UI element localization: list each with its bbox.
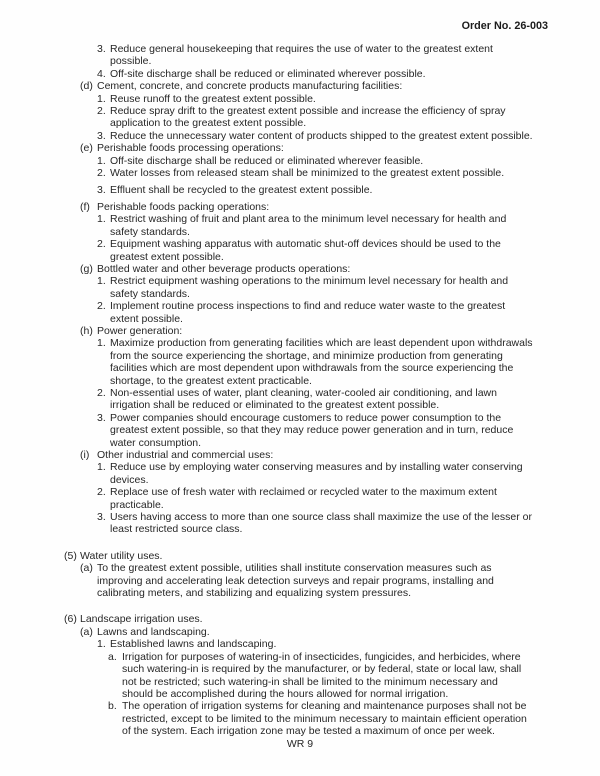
text-line: possible. bbox=[110, 55, 152, 68]
text-line: Lawns and landscaping. bbox=[97, 625, 210, 638]
text-line: improving and accelerating leak detection surveys and repair programs, installing and bbox=[97, 574, 494, 587]
text-line: Reduce use by employing water conserving measures and by installing water conserving bbox=[110, 461, 523, 474]
list-item bbox=[0, 337, 600, 387]
text-line: Reduce spray drift to the greatest extent possible and increase the efficiency of spray bbox=[110, 105, 506, 118]
list-item bbox=[0, 213, 600, 238]
text-line: To the greatest extent possible, utilities shall institute conservation measures such as bbox=[97, 562, 492, 575]
text-line: Reuse runoff to the greatest extent possible. bbox=[110, 92, 316, 105]
list-item bbox=[0, 461, 600, 486]
text-line: Off-site discharge shall be reduced or eliminated wherever possible. bbox=[110, 67, 426, 80]
list-item bbox=[0, 387, 600, 412]
text-line: Perishable foods packing operations: bbox=[97, 200, 270, 213]
list-item bbox=[0, 651, 600, 701]
list-item bbox=[0, 613, 600, 625]
list-marker: (i) bbox=[80, 449, 90, 461]
list-item bbox=[0, 142, 600, 154]
list-marker: (6) bbox=[64, 613, 77, 626]
list-marker: 3. bbox=[97, 511, 106, 524]
text-line: Users having access to more than one source class shall maximize the use of the lesser or bbox=[110, 511, 532, 524]
text-line: Irrigation for purposes of watering-in of insecticides, fungicides, and herbicides, where bbox=[122, 650, 521, 663]
list-item bbox=[0, 201, 600, 213]
text-line: Reduce the unnecessary water content of products shipped to the greatest extent possible. bbox=[110, 129, 533, 142]
list-marker: 2. bbox=[97, 386, 106, 399]
text-line: shortage, to the greatest extent practicable. bbox=[110, 374, 312, 387]
text-line: Landscape irrigation uses. bbox=[80, 613, 203, 626]
text-line: not be restricted; such watering-in shall be limited to the minimum necessary and bbox=[122, 675, 498, 688]
text-line: restricted, except to be limited to the minimum necessary to maintain efficient operation bbox=[122, 712, 527, 725]
list-item bbox=[0, 263, 600, 275]
text-line: safety standards. bbox=[110, 287, 190, 300]
text-line: devices. bbox=[110, 473, 149, 486]
order-number-header: Order No. 26-003 bbox=[461, 20, 548, 32]
text-line: Off-site discharge shall be reduced or eliminated wherever feasible. bbox=[110, 154, 424, 167]
text-line: Bottled water and other beverage products operations: bbox=[97, 262, 351, 275]
text-line: irrigation shall be reduced or eliminated to the greatest extent possible. bbox=[110, 399, 440, 412]
list-marker: (e) bbox=[80, 142, 93, 155]
list-marker: 3. bbox=[97, 129, 106, 142]
list-marker: 2. bbox=[97, 300, 106, 313]
list-marker: b. bbox=[108, 700, 117, 713]
text-line: Maximize production from generating facilities which are least dependent upon withdrawals bbox=[110, 337, 533, 350]
list-item bbox=[0, 486, 600, 511]
text-line: Restrict equipment washing operations to the minimum level necessary for health and bbox=[110, 275, 509, 288]
list-item bbox=[0, 700, 600, 737]
text-line: practicable. bbox=[110, 498, 164, 511]
list-marker: 1. bbox=[97, 213, 106, 226]
list-marker: 1. bbox=[97, 92, 106, 105]
list-marker: 1. bbox=[97, 275, 106, 288]
text-line: Reduce general housekeeping that requires the use of water to the greatest extent bbox=[110, 43, 493, 55]
text-line: Non-essential uses of water, plant cleaning, water-cooled air conditioning, and lawn bbox=[110, 386, 497, 399]
text-line: The operation of irrigation systems for cleaning and maintenance purposes shall not be bbox=[122, 700, 527, 713]
list-marker: 2. bbox=[97, 167, 106, 180]
list-marker: 1. bbox=[97, 638, 106, 651]
text-line: Cement, concrete, and concrete products manufacturing facilities: bbox=[97, 80, 403, 93]
list-marker: 1. bbox=[97, 337, 106, 350]
list-item bbox=[0, 93, 600, 105]
text-line: of the system. Each irrigation zone may be tested a maximum of once per week. bbox=[122, 725, 495, 738]
text-line: should be accomplished during the hours allowed for normal irrigation. bbox=[122, 687, 449, 700]
list-item bbox=[0, 325, 600, 337]
list-item bbox=[0, 562, 600, 599]
text-line: Established lawns and landscaping. bbox=[110, 638, 277, 651]
text-line: such watering-in is required by the manufacturer, or by federal, state or local law, shall bbox=[122, 663, 522, 676]
list-item bbox=[0, 412, 600, 449]
list-item bbox=[0, 626, 600, 638]
list-marker: 3. bbox=[97, 184, 106, 197]
list-item bbox=[0, 43, 600, 68]
list-item bbox=[0, 167, 600, 179]
text-line: Effluent shall be recycled to the greatest extent possible. bbox=[110, 184, 373, 197]
list-item bbox=[0, 275, 600, 300]
text-line: greatest extent possible. bbox=[110, 250, 224, 263]
list-marker: (g) bbox=[80, 262, 93, 275]
text-line: extent possible. bbox=[110, 312, 183, 325]
text-line: Other industrial and commercial uses: bbox=[97, 449, 274, 461]
text-line: Power companies should encourage customers to reduce power consumption to the bbox=[110, 411, 502, 424]
list-marker: (d) bbox=[80, 80, 93, 93]
text-line: Water utility uses. bbox=[80, 549, 163, 562]
text-line: Equipment washing apparatus with automatic shut-off devices should be used to the bbox=[110, 238, 501, 251]
text-line: safety standards. bbox=[110, 225, 190, 238]
list-marker: 2. bbox=[97, 486, 106, 499]
list-marker: (h) bbox=[80, 324, 93, 337]
text-line: Replace use of fresh water with reclaimed or recycled water to the maximum extent bbox=[110, 486, 497, 499]
text-line: greatest extent possible, so that they may reduce power generation and in turn, reduce bbox=[110, 424, 514, 437]
list-marker: (a) bbox=[80, 562, 93, 575]
text-line: least restricted source class. bbox=[110, 523, 243, 536]
list-item bbox=[0, 105, 600, 130]
list-marker: 3. bbox=[97, 411, 106, 424]
list-item bbox=[0, 155, 600, 167]
text-line: Perishable foods processing operations: bbox=[97, 142, 284, 155]
text-line: water consumption. bbox=[110, 436, 202, 449]
list-marker: (a) bbox=[80, 625, 93, 638]
list-item bbox=[0, 80, 600, 92]
text-line: Power generation: bbox=[97, 324, 183, 337]
list-marker: 1. bbox=[97, 154, 106, 167]
list-marker: (f) bbox=[80, 200, 90, 213]
document-body bbox=[0, 43, 600, 738]
list-marker: 4. bbox=[97, 67, 106, 80]
text-line: facilities which are most dependent upon withdrawals from the source experiencing the bbox=[110, 362, 514, 375]
list-marker: 1. bbox=[97, 461, 106, 474]
list-item bbox=[0, 184, 600, 196]
text-line: application to the greatest extent possible. bbox=[110, 117, 307, 130]
list-marker: (5) bbox=[64, 549, 77, 562]
text-line: calibrating meters, and stabilizing and equalizing system pressures. bbox=[97, 587, 411, 600]
text-line: Restrict washing of fruit and plant area to the minimum level necessary for health and bbox=[110, 213, 507, 226]
list-item bbox=[0, 68, 600, 80]
text-line: from the source experiencing the shortage, and minimize production from generating bbox=[110, 349, 503, 362]
text-line: Implement routine process inspections to find and reduce water waste to the greatest bbox=[110, 300, 506, 313]
list-item bbox=[0, 130, 600, 142]
list-item bbox=[0, 511, 600, 536]
list-item bbox=[0, 300, 600, 325]
list-item bbox=[0, 550, 600, 562]
list-marker: 2. bbox=[97, 105, 106, 118]
list-marker: a. bbox=[108, 650, 117, 663]
page-number-footer: WR 9 bbox=[286, 738, 314, 750]
list-marker: 3. bbox=[97, 43, 106, 55]
text-line: Water losses from released steam shall be minimized to the greatest extent possible. bbox=[110, 167, 505, 180]
list-item bbox=[0, 638, 600, 650]
list-item bbox=[0, 449, 600, 461]
list-marker: 2. bbox=[97, 238, 106, 251]
list-item bbox=[0, 238, 600, 263]
